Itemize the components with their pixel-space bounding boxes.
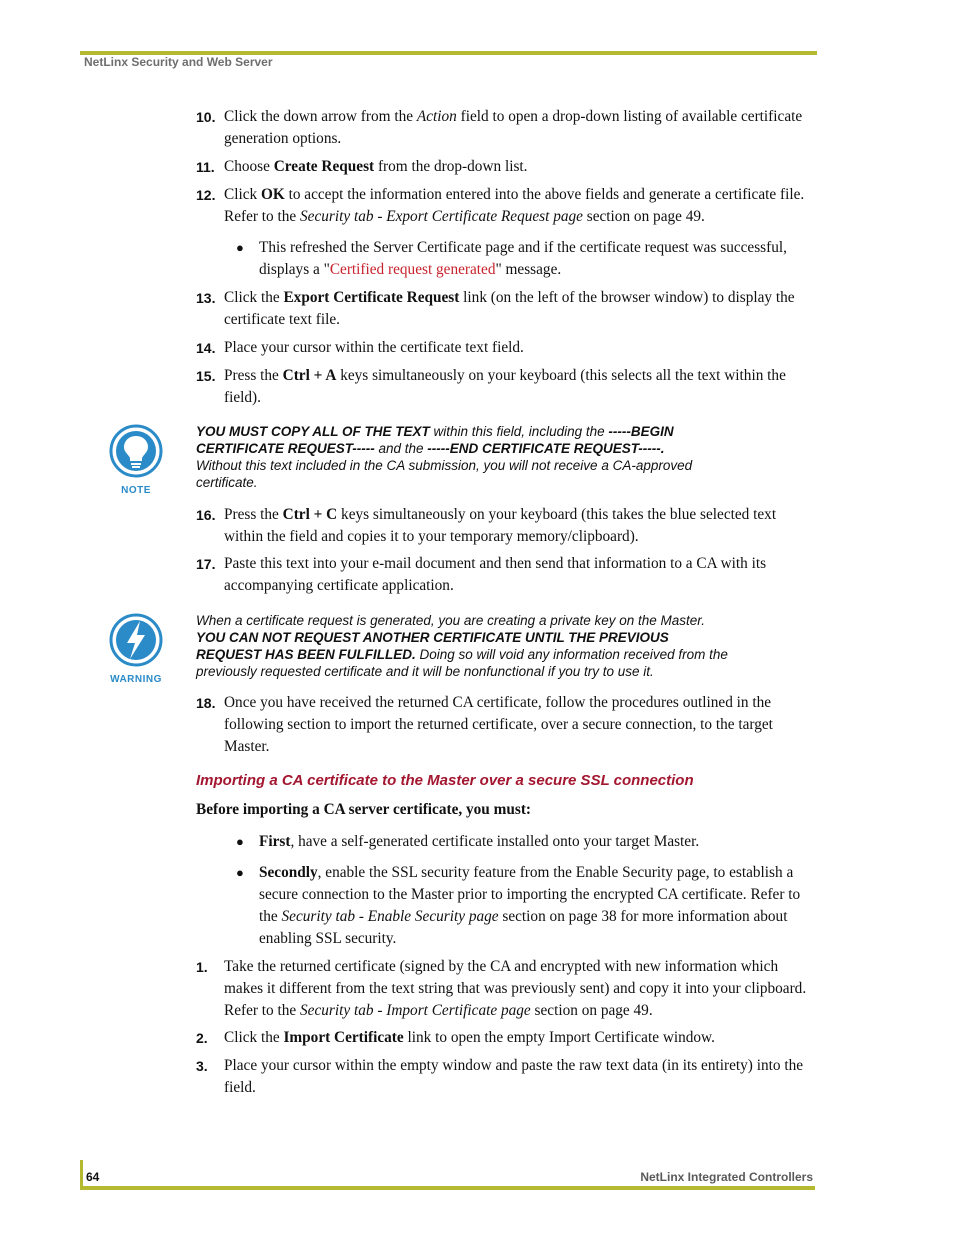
running-footer: NetLinx Integrated Controllers — [640, 1170, 813, 1184]
step-number: 16. — [196, 507, 216, 523]
step-10 — [196, 106, 816, 150]
step-18 — [196, 692, 816, 758]
bullet-secondly — [236, 862, 816, 950]
step-number: 3. — [196, 1058, 208, 1074]
step-text: Place your cursor within the empty window and paste the raw text data (in its entirety) into the field. — [224, 1057, 804, 1096]
step-11 — [196, 156, 816, 178]
step-text: Press the Ctrl + A keys simultaneously on your keyboard (this selects all the text within the field). — [224, 367, 786, 406]
step-number: 2. — [196, 1030, 208, 1046]
running-header: NetLinx Security and Web Server — [84, 55, 273, 69]
lightning-bolt-icon — [109, 613, 163, 669]
import-step-3 — [196, 1055, 816, 1099]
step-number: 10. — [196, 109, 216, 125]
step-number: 12. — [196, 187, 216, 203]
step-text: Click OK to accept the information entered into the above fields and generate a certificate file. Refer to the Security tab - Export Certificate Request page section on page 49. — [224, 186, 805, 225]
step-text: Click the down arrow from the Action field to open a drop-down listing of available certificate generation options. — [224, 108, 803, 147]
import-step-1 — [196, 956, 816, 1022]
page-number: 64 — [86, 1170, 100, 1184]
step-text: Once you have received the returned CA certificate, follow the procedures outlined in the following section to import the returned certificate, over a secure connection, to the target Master. — [224, 694, 773, 755]
bullet-icon: ● — [236, 240, 244, 255]
note-callout-icon — [106, 424, 166, 496]
step-text: Choose Create Request from the drop-down list. — [224, 158, 528, 175]
lightbulb-icon — [109, 424, 163, 480]
bullet-icon: ● — [236, 834, 244, 849]
bullet-first — [236, 831, 816, 853]
note-text: YOU MUST COPY ALL OF THE TEXT within this field, including the -----BEGIN CERTIFICATE REQUEST----- and the -----END CERTIFICATE REQUEST-----. Without this text included in the CA submission, you will not receive a CA-approved certificate. — [196, 424, 693, 490]
bullet-text: Secondly, enable the SSL security feature from the Enable Security page, to establish a secure connection to the Master prior to importing the encrypted CA certificate. Refer to the Security tab - Enable Security page section on page 38 for more information about enabling SSL security. — [259, 864, 801, 947]
section-lead: Before importing a CA server certificate, you must: — [196, 801, 532, 818]
import-step-2 — [196, 1027, 816, 1049]
bullet-refreshed — [236, 237, 816, 281]
step-number: 17. — [196, 556, 216, 572]
step-14 — [196, 337, 816, 359]
step-text: Place your cursor within the certificate text field. — [224, 339, 524, 356]
step-number: 15. — [196, 368, 216, 384]
step-text: Press the Ctrl + C keys simultaneously on your keyboard (this takes the blue selected text within the field and copies it to your temporary memory/clipboard). — [224, 506, 777, 545]
step-text: Take the returned certificate (signed by the CA and encrypted with new information which makes it different from the text string that was previously sent) and copy it into your clipboard. Refer to the Security tab - Import Certificate page section on page 49. — [224, 958, 807, 1019]
footer-rule — [80, 1186, 815, 1190]
step-number: 18. — [196, 695, 216, 711]
warning-text: When a certificate request is generated, you are creating a private key on the Master. YOU CAN NOT REQUEST ANOTHER CERTIFICATE UNTIL THE PREVIOUS REQUEST HAS BEEN FULFILLED. Doing so will void any information received from the previously requested certificate and it will be nonfunctional if you try to use it. — [196, 613, 728, 679]
step-text: Click the Export Certificate Request link (on the left of the browser window) to display the certificate text file. — [224, 289, 795, 328]
step-15 — [196, 365, 816, 409]
step-text: Paste this text into your e-mail document and then send that information to a CA with its accompanying certificate application. — [224, 555, 767, 594]
bullet-icon: ● — [236, 865, 244, 880]
bullet-text: First, have a self-generated certificate installed onto your target Master. — [259, 833, 700, 850]
step-12 — [196, 184, 816, 228]
bullet-text: This refreshed the Server Certificate page and if the certificate request was successful, displays a "Certified request generated" message. — [259, 239, 787, 278]
warning-label: WARNING — [110, 674, 162, 685]
step-16 — [196, 504, 816, 548]
step-number: 11. — [196, 159, 215, 175]
step-text: Click the Import Certificate link to open the empty Import Certificate window. — [224, 1029, 715, 1046]
step-17 — [196, 553, 816, 597]
step-13 — [196, 287, 816, 331]
step-number: 1. — [196, 959, 208, 975]
warning-callout-icon — [106, 613, 166, 685]
step-number: 13. — [196, 290, 216, 306]
note-label: NOTE — [121, 485, 151, 496]
section-heading: Importing a CA certificate to the Master over a secure SSL connection — [196, 772, 694, 789]
step-number: 14. — [196, 340, 216, 356]
